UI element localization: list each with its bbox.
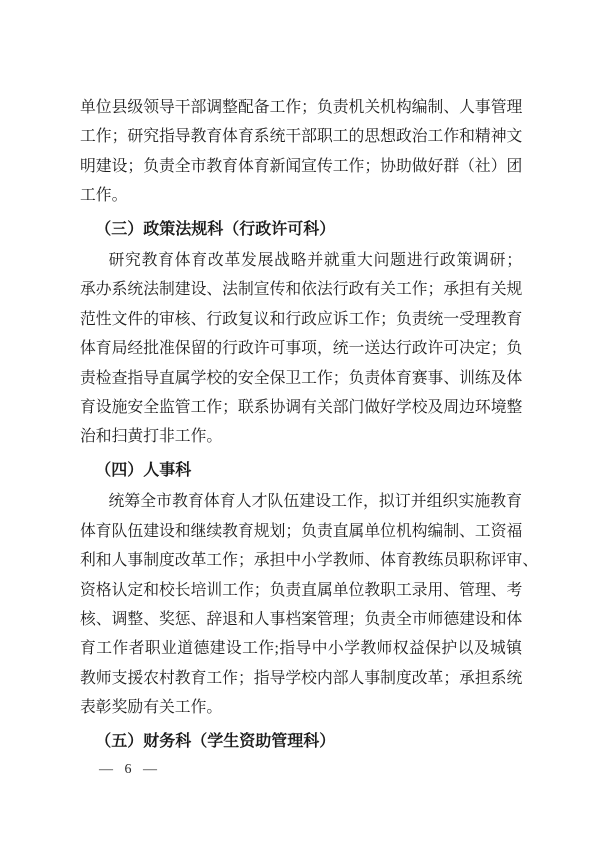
text-line: 单位县级领导干部调整配备工作；负责机关机构编制、人事管理 xyxy=(80,99,523,116)
text-line: 治和扫黄打非工作。 xyxy=(80,428,223,446)
text-line: 育设施安全监管工作；联系协调有关部门做好学校及周边环境整 xyxy=(80,399,523,417)
paragraph xyxy=(80,246,522,452)
text-line: 教师支援农村教育工作；指导学校内部人事制度改革；承担系统 xyxy=(80,669,523,687)
page-number: — 6 — xyxy=(99,761,158,777)
text-line: 承办系统法制建设、法制宣传和依法行政有关工作；承担有关规 xyxy=(80,281,523,299)
text-line: 范性文件的审核、行政复议和行政应诉工作；负责统一受理教育 xyxy=(80,310,523,328)
text-line: 工作；研究指导教育体育系统干部职工的思想政治工作和精神文 xyxy=(80,128,523,146)
text-line: 统筹全市教育体育人才队伍建设工作，拟订并组织实施教育 xyxy=(108,493,522,511)
document-body xyxy=(80,93,539,756)
paragraph xyxy=(80,487,539,722)
text-line: 工作。 xyxy=(80,187,128,205)
text-line: 责检查指导直属学校的安全保卫工作；负责体育赛事、训练及体 xyxy=(80,369,523,387)
text-line: 体育队伍建设和继续教育规划；负责直属单位机构编制、工资福 xyxy=(80,522,523,540)
text-line: 体育局经批准保留的行政许可事项，统一送达行政许可决定；负 xyxy=(80,340,523,358)
section-heading: （四）人事科 xyxy=(95,461,192,479)
section-heading: （三）政策法规科（行政许可科） xyxy=(95,220,336,238)
text-line: 资格认定和校长培训工作；负责直属单位教职工录用、管理、考 xyxy=(80,581,523,599)
text-line: 明建设；负责全市教育体育新闻宣传工作；协助做好群（社）团 xyxy=(80,157,523,175)
text-line: 利和人事制度改革工作；承担中小学教师、体育教练员职称评审、 xyxy=(80,552,539,570)
paragraph xyxy=(80,93,522,211)
text-line: 核、调整、奖惩、辞退和人事档案管理；负责全市师德建设和体 xyxy=(80,610,523,628)
section-heading: （五）财务科（学生资助管理科） xyxy=(95,732,336,750)
text-line: 育工作者职业道德建设工作;指导中小学教师权益保护以及城镇 xyxy=(80,640,522,658)
text-line: 研究教育体育改革发展战略并就重大问题进行政策调研； xyxy=(108,252,522,270)
text-line: 表彰奖励有关工作。 xyxy=(80,699,223,717)
